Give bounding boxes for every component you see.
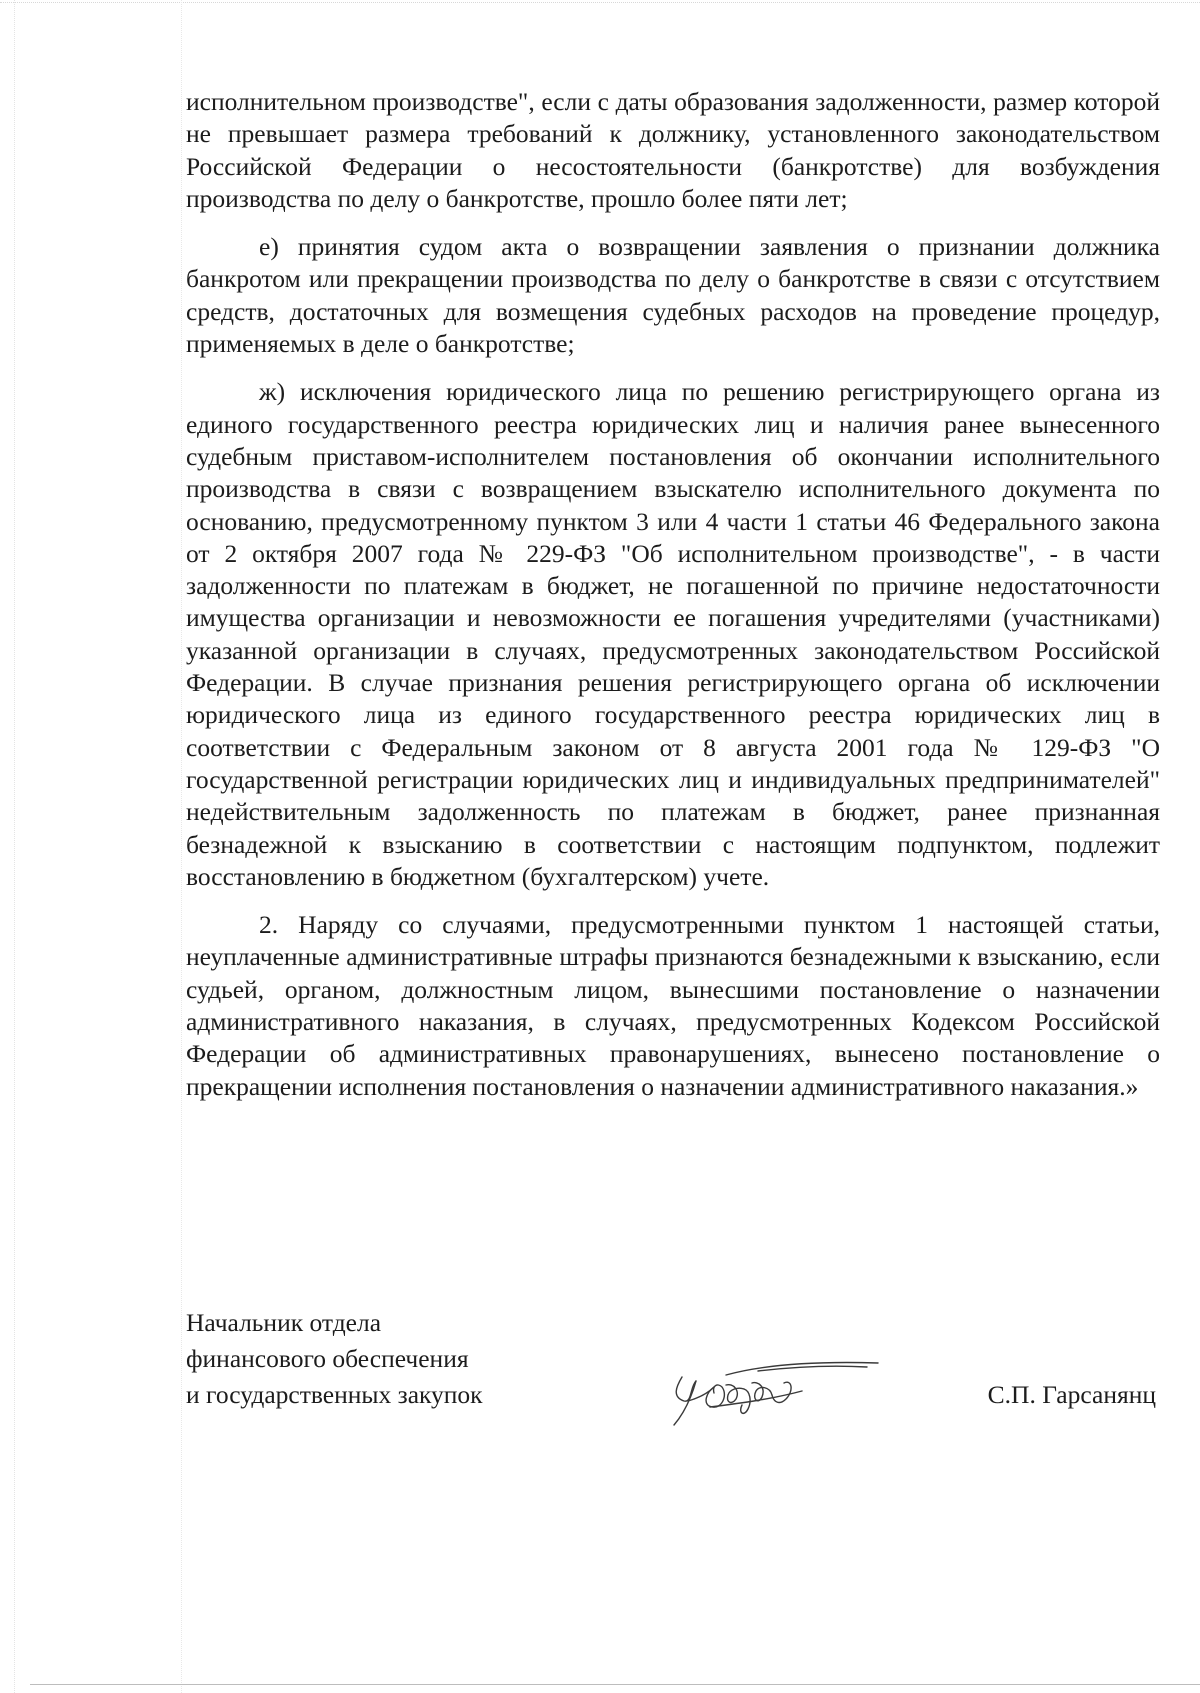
document-body [186, 86, 1160, 1119]
scan-artifact-margin [181, 0, 182, 1693]
signatory-position [186, 1305, 606, 1413]
scan-artifact-left [14, 0, 15, 1693]
paragraph-clause-2: 2. Наряду со случаями, предусмотренными пунктом 1 настоящей статьи, неуплаченные административные штрафы признаются безнадежными к взысканию, если судьей, органом, должностным лицом, вынесшими постановление о назначении административного наказания, в случаях, предусмотренных Кодексом Российской Федерации об административных правонарушениях, вынесено постановление о прекращении исполнения постановления о назначении административного наказания.» [186, 910, 1160, 1101]
paragraph-item-e: е) принятия судом акта о возвращении заявления о признании должника банкротом или прекращении производства по делу о банкротстве в связи с отсутствием средств, достаточных для возмещения судебных расходов на проведение процедур, применяемых в деле о банкротстве; [186, 232, 1160, 359]
signatory-position-line-3: и государственных закупок [186, 1380, 483, 1409]
paragraph-continuation: исполнительном производстве", если с даты образования задолженности, размер которой не превышает размера требований к должнику, установленного законодательством Российской Федерации о несостоятельности (банкротстве) для возбуждения производства по делу о банкротстве, прошло более пяти лет; [186, 87, 1160, 213]
scan-artifact-top [0, 2, 1200, 3]
signatory-name: С.П. Гарсанянц [987, 1380, 1156, 1409]
scan-artifact-bottom [30, 1684, 1200, 1685]
handwritten-signature-icon [662, 1347, 882, 1439]
paragraph-item-zh: ж) исключения юридического лица по решению регистрирующего органа из единого государственного реестра юридических лиц и наличия ранее вынесенного судебным приставом-исполнителем постановления об окончании исполнительного производства в связи с возвращением взыскателю исполнительного документа по основанию, предусмотренному пунктом 3 или 4 части 1 статьи 46 Федерального закона от 2 октября 2007 года № 229-ФЗ "Об исполнительном производстве", - в части задолженности по платежам в бюджет, не погашенной по причине недостаточности имущества организации и невозможности ее погашения учредителями (участниками) указанной организации в случаях, предусмотренных законодательством Российской Федерации. В случае признания решения регистрирующего органа об исключении юридического лица из единого государственного реестра юридических лиц в соответствии с Федеральным законом от 8 августа 2001 года № 129-ФЗ "О государственной регистрации юридических лиц и индивидуальных предпринимателей" недействительным задолженность по платежам в бюджет, ранее признанная безнадежной к взысканию в соответствии с настоящим подпунктом, подлежит восстановлению в бюджетном (бухгалтерском) учете. [186, 377, 1160, 891]
signatory-position-line-2: финансового обеспечения [186, 1344, 469, 1373]
signature-block [186, 1305, 1160, 1445]
signatory-position-line-1: Начальник отдела [186, 1308, 382, 1337]
